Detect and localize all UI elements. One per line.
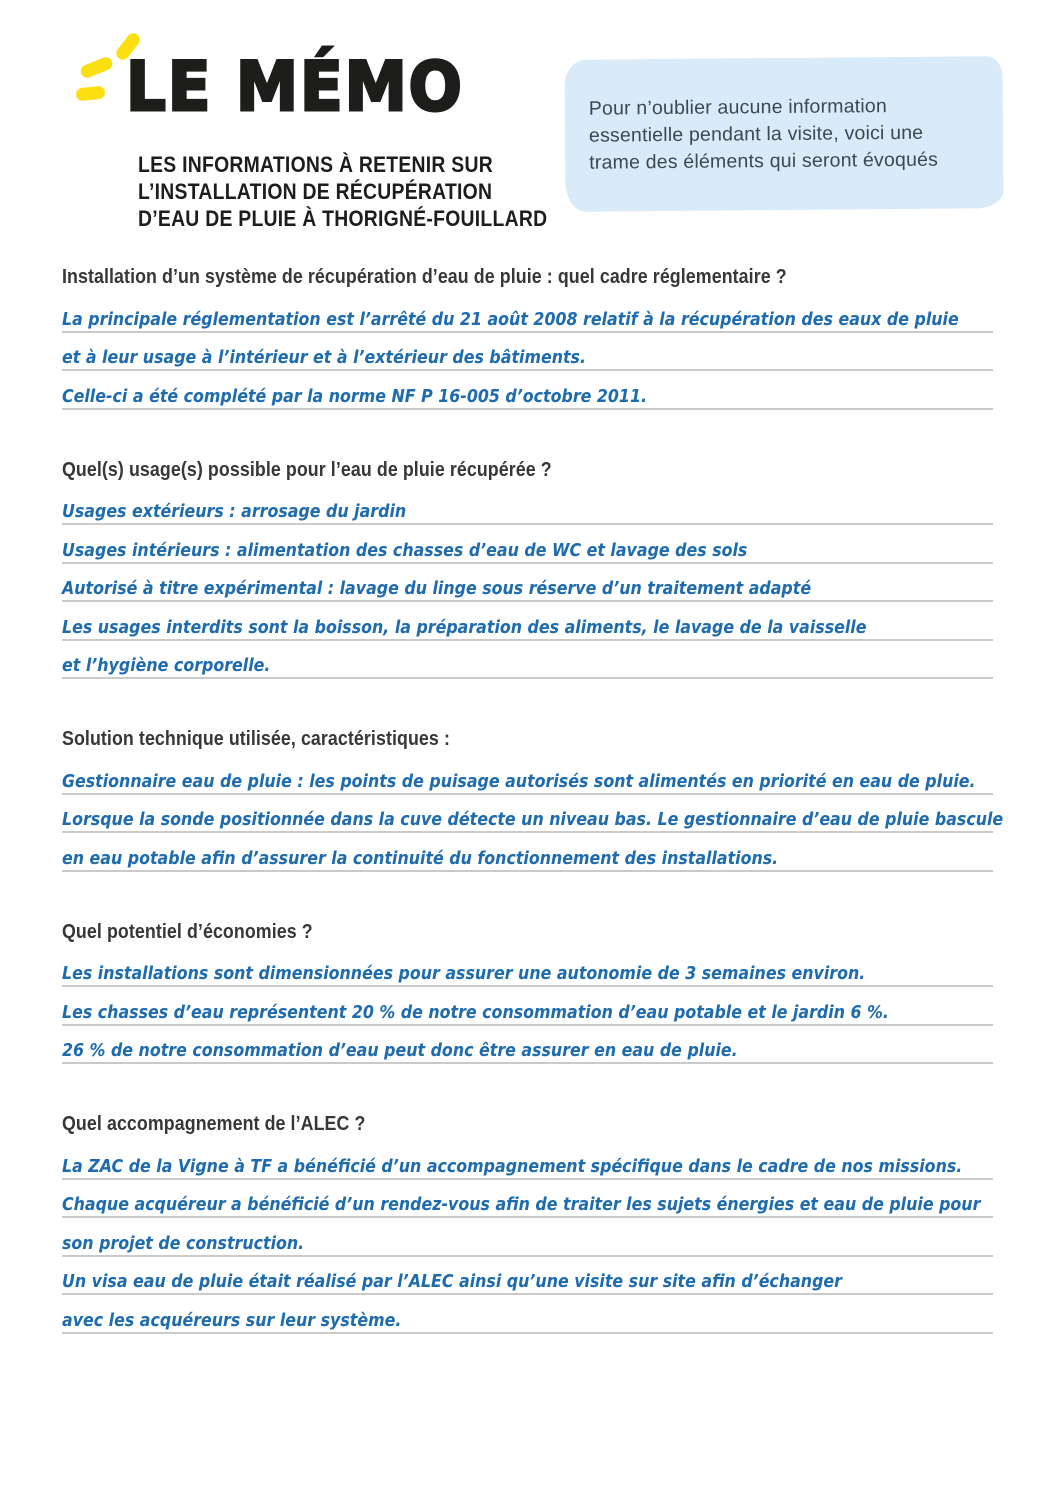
ray-icon [79,55,114,79]
memo-section [62,921,993,1065]
answer-line [62,1141,993,1180]
answer-line [62,525,993,564]
section-question: Quel potentiel d’économies ? [62,920,313,943]
answer-line [62,487,993,526]
intro-note-text: Pour n’oublier aucune information essentielle pendant la visite, voici une trame des éléments qui seront évoqués [588,94,939,174]
memo-section [62,728,1004,872]
page-subtitle-line: LES INFORMATIONS À RETENIR SUR [138,152,493,177]
answer-text: Autorisé à titre expérimental : lavage du linge sous réserve d’un traitement adapté [62,578,812,599]
ray-icon [75,86,105,102]
answer-line [62,1180,993,1219]
section-question: Solution technique utilisée, caractéristiques : [62,728,450,750]
answer-text: Les chasses d’eau représentent 20 % de notre consommation d’eau potable et le jardin 6 %. [62,1001,889,1023]
answer-line [62,949,993,988]
memo-section [62,266,993,410]
intro-note-box [564,56,1003,212]
answer-text: Usages extérieurs : arrosage du jardin [62,501,407,522]
answer-text: Un visa eau de pluie était réalisé par l’ALEC ainsi qu’une visite sur site afin d’échanger [62,1271,842,1292]
section-question: Installation d’un système de récupération d’eau de pluie : quel cadre réglementaire ? [62,266,787,288]
answer-line [62,1026,993,1065]
answer-text: Les usages interdits sont la boisson, la préparation des aliments, le lavage de la vaisselle [62,616,867,638]
answer-line [62,795,1004,834]
answer-line [62,1218,993,1257]
page-title: LE MÉMO [126,48,464,127]
answer-text: en eau potable afin d’assurer la continuité du fonctionnement des installations. [62,847,779,869]
answer-line [62,333,993,372]
answer-line [62,987,993,1026]
answer-line [62,833,993,872]
page-subtitle [138,151,547,232]
answer-text: La ZAC de la Vigne à TF a bénéficié d’un accompagnement spécifique dans le cadre de nos missions. [62,1155,963,1177]
memo-section [62,1113,993,1334]
answer-line [62,602,993,641]
answer-line [62,1257,993,1296]
answer-text: Celle-ci a été complété par la norme NF P 16-005 d’octobre 2011. [62,385,648,407]
answer-text: et à leur usage à l’intérieur et à l’extérieur des bâtiments. [62,347,586,368]
answer-text: son projet de construction. [62,1232,305,1254]
section-question: Quel accompagnement de l’ALEC ? [62,1113,366,1135]
answer-line [62,294,993,333]
answer-text: Les installations sont dimensionnées pour assurer une autonomie de 3 semaines environ. [62,963,866,984]
answer-text: Lorsque la sonde positionnée dans la cuve détecte un niveau bas. Le gestionnaire d’eau de pluie bascule [62,809,1004,830]
answer-text: avec les acquéreurs sur leur système. [62,1309,402,1331]
page-subtitle-line: L’INSTALLATION DE RÉCUPÉRATION [138,179,493,204]
answer-line [62,756,993,795]
answer-line [62,641,993,680]
answer-line [62,564,993,603]
answer-text: Gestionnaire eau de pluie : les points de puisage autorisés sont alimentés en priorité en eau de pluie. [62,770,976,792]
answer-text: Chaque acquéreur a bénéficié d’un rendez-vous afin de traiter les sujets énergies et eau de pluie pour [62,1194,981,1215]
page-subtitle-line: D’EAU DE PLUIE À THORIGNÉ-FOUILLARD [138,206,548,231]
answer-line [62,371,993,410]
memo-content [62,266,1004,1334]
memo-section [62,459,993,680]
section-question: Quel(s) usage(s) possible pour l’eau de pluie récupérée ? [62,458,552,481]
answer-text: La principale réglementation est l’arrêté du 21 août 2008 relatif à la récupération des eaux de pluie [62,308,959,330]
answer-text: 26 % de notre consommation d’eau peut donc être assurer en eau de pluie. [62,1040,738,1061]
answer-line [62,1295,993,1334]
answer-text: Usages intérieurs : alimentation des chasses d’eau de WC et lavage des sols [62,539,748,561]
answer-text: et l’hygiène corporelle. [62,655,271,676]
